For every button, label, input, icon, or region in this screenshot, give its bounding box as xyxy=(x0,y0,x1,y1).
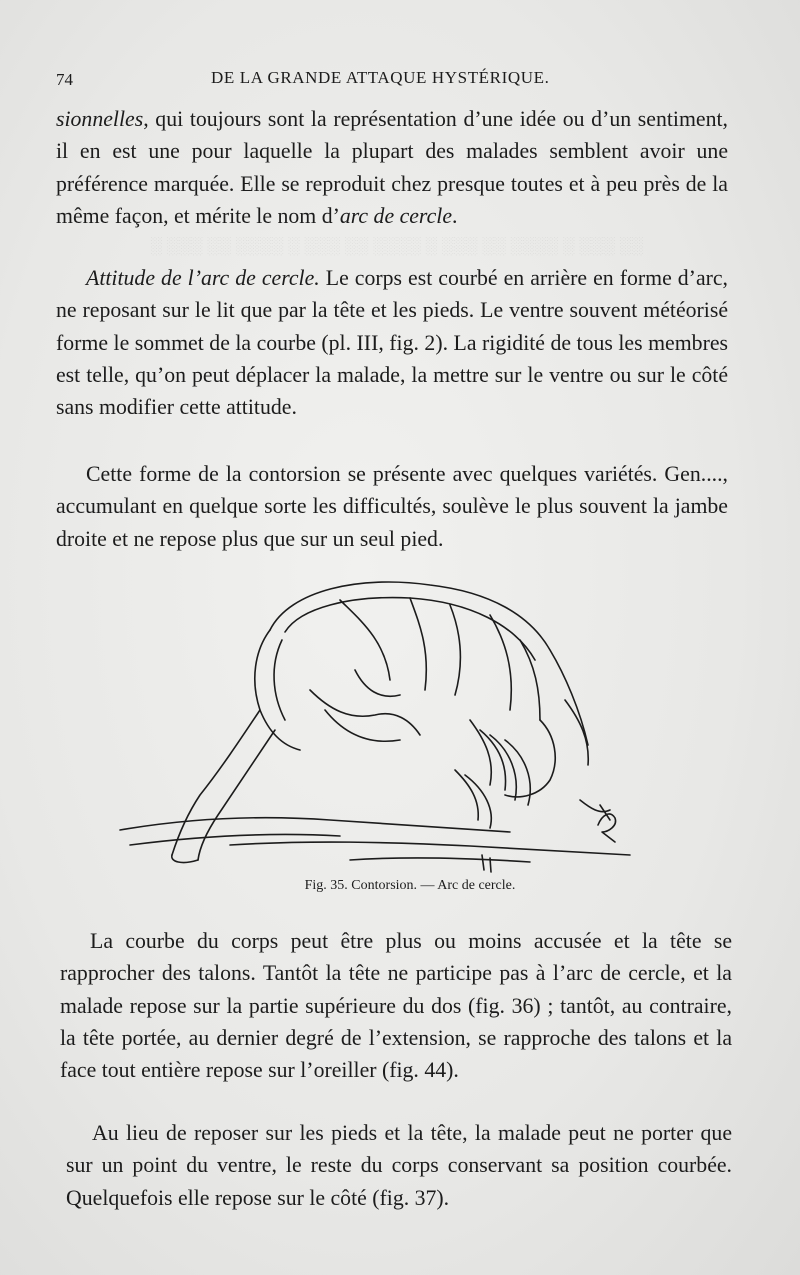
paragraph-5 xyxy=(66,1117,732,1214)
page-number: 74 xyxy=(56,70,73,89)
paragraph-text: Cette forme de la contorsion se présente avec quelques variétés. Gen...., accumulant en quelque sorte les difficultés, soulève le plus souvent la jambe droite et ne repose plus que sur un seul pied. xyxy=(56,462,728,551)
italic-word: sionnelles xyxy=(56,107,144,131)
paragraph-text: La courbe du corps peut être plus ou moins accusée et la tête se rapprocher des talons. Tantôt la tête ne participe pas à l’arc de cercle, et la malade repose sur la partie supérieure du dos (fig. 36) ; tantôt, au contraire, la tête portée, au dernier degré de l’extension, se rapproche des talons et la face tout entière repose sur l’oreiller (fig. 44). xyxy=(60,929,732,1083)
section-lead: Attitude de l’arc de cercle. xyxy=(86,266,320,290)
contortion-sketch-icon xyxy=(110,570,650,880)
paragraph-text: Au lieu de reposer sur les pieds et la tête, la malade peut ne porter que sur un point du ventre, le reste du corps conservant sa position courbée. Quelquefois elle repose sur le côté (fig. 37). xyxy=(66,1121,732,1210)
figure-illustration xyxy=(110,570,650,880)
running-title: DE LA GRANDE ATTAQUE HYSTÉRIQUE. xyxy=(211,68,550,87)
page-header xyxy=(56,66,726,92)
paragraph-1 xyxy=(56,103,728,232)
italic-term: arc de cercle xyxy=(339,203,453,228)
paragraph-3 xyxy=(56,458,728,555)
bleed-through-texture: ░ ░░░ ░░ ░░░░ ░ ░░░ ░░ ░░░░ ░ ░░░ ░░ ░░░░ ░ ░░░ ░░ xyxy=(150,236,644,255)
paragraph-text: Le corps est courbé en arrière en forme d’arc, ne reposant sur le lit que par la tête et les pieds. Le ventre souvent météorisé forme le sommet de la courbe (pl. III, fig. 2). La rigidité de tous les membres est telle, qu’on peut déplacer la malade, la mettre sur le ventre ou sur le côté sans modifier cette attitude. xyxy=(56,266,728,420)
paragraph-end: . xyxy=(452,203,458,228)
paragraph-4 xyxy=(60,925,732,1086)
figure-caption: Fig. 35. Contorsion. — Arc de cercle. xyxy=(304,878,516,893)
paragraph-2 xyxy=(56,262,728,423)
paragraph-text: , qui toujours sont la représentation d’une idée ou d’un sentiment, il en est une pour laquelle la plupart des malades semblent avoir une préférence marquée. Elle se reproduit chez presque toutes et à peu près de la même façon, et mérite le nom d’ xyxy=(56,107,728,228)
